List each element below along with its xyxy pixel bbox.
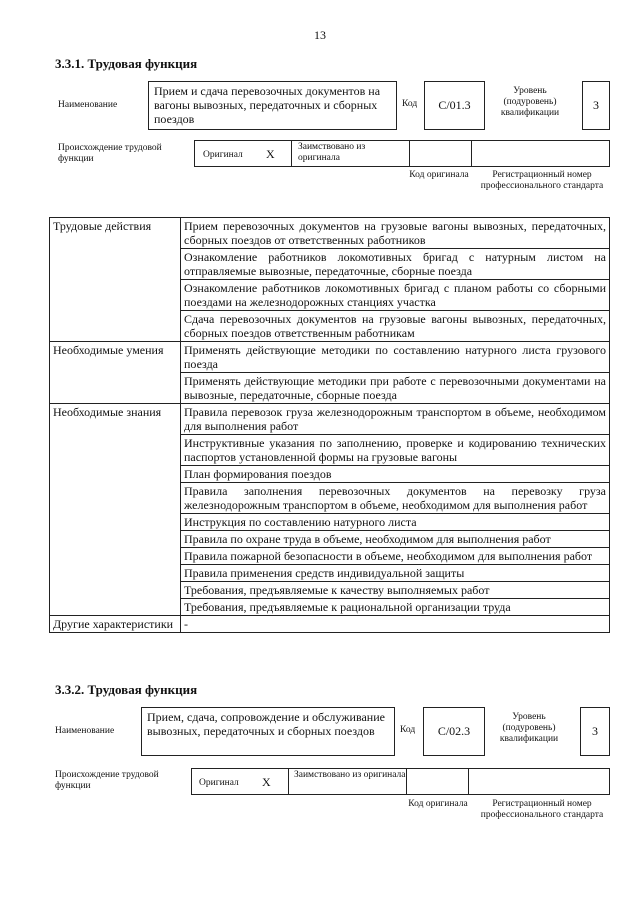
row-description: Инструктивные указания по заполнению, проверке и кодированию технических паспортов установленной формы на грузовые вагоны — [181, 435, 610, 466]
table-row — [50, 342, 610, 373]
row-category — [50, 531, 181, 548]
section-heading-1: 3.3.1. Трудовая функция — [55, 56, 198, 71]
origin-label-1: Происхождение трудовой функции — [58, 143, 162, 164]
divider — [406, 769, 407, 794]
row-category — [50, 483, 181, 514]
code-label-2: Код — [400, 725, 416, 735]
origin-label-2: Происхождение трудовой функции — [55, 770, 159, 791]
row-category: Другие характеристики — [50, 616, 181, 633]
row-description: Правила по охране труда в объеме, необходимом для выполнения работ — [181, 531, 610, 548]
row-category — [50, 466, 181, 483]
row-category — [50, 582, 181, 599]
reg-number-label-2: Регистрационный номер профессионального стандарта — [480, 799, 604, 820]
code-value-2: С/02.3 — [423, 707, 485, 756]
table-row — [50, 616, 610, 633]
row-description: - — [181, 616, 610, 633]
row-category — [50, 599, 181, 616]
row-description: Ознакомление работников локомотивных бригад с натурным листом на отправляемые вывозные, передаточные, сборные поезда — [181, 249, 610, 280]
row-description: Применять действующие методики по составлению натурного листа грузового поезда — [181, 342, 610, 373]
table-row — [50, 514, 610, 531]
row-category — [50, 548, 181, 565]
table-row — [50, 435, 610, 466]
row-description: Требования, предъявляемые к качеству выполняемых работ — [181, 582, 610, 599]
row-category — [50, 435, 181, 466]
row-category — [50, 280, 181, 311]
level-value-2: 3 — [580, 707, 610, 756]
table-row — [50, 218, 610, 249]
level-value-1: 3 — [582, 81, 610, 130]
page-number: 13 — [314, 28, 326, 42]
original-mark-2: X — [262, 775, 271, 789]
row-category — [50, 565, 181, 582]
level-label-2: Уровень (подуровень) квалификации — [499, 712, 559, 744]
table-row — [50, 466, 610, 483]
divider — [468, 769, 469, 794]
row-description: Требования, предъявляемые к рациональной организации труда — [181, 599, 610, 616]
code-label-1: Код — [402, 99, 418, 109]
row-category — [50, 514, 181, 531]
row-description: Правила применения средств индивидуальной защиты — [181, 565, 610, 582]
row-description: Правила заполнения перевозочных документов на перевозку груза железнодорожным транспортом в объеме, необходимом для выполнения работ — [181, 483, 610, 514]
row-description: План формирования поездов — [181, 466, 610, 483]
original-label-1: Оригинал — [203, 150, 243, 160]
table-row — [50, 565, 610, 582]
table-row — [50, 548, 610, 565]
row-description: Правила перевозок груза железнодорожным транспортом в объеме, необходимом для выполнения работ — [181, 404, 610, 435]
row-description: Ознакомление работников локомотивных бригад с планом работы со сборными поездами на железнодорожных станциях участка — [181, 280, 610, 311]
level-label-1: Уровень (подуровень) квалификации — [500, 86, 560, 118]
row-category — [50, 249, 181, 280]
code-original-label-1: Код оригинала — [409, 170, 469, 180]
name-value-1: Прием и сдача перевозочных документов на вагоны вывозных, передаточных и сборных поездов — [148, 81, 397, 130]
divider — [291, 141, 292, 166]
table-row — [50, 483, 610, 514]
table-row — [50, 280, 610, 311]
row-description: Правила пожарной безопасности в объеме, необходимом для выполнения работ — [181, 548, 610, 565]
row-description: Инструкция по составлению натурного листа — [181, 514, 610, 531]
section-heading-2: 3.3.2. Трудовая функция — [55, 682, 198, 697]
row-category: Необходимые знания — [50, 404, 181, 435]
name-label-1: Наименование — [58, 100, 118, 110]
table-row — [50, 249, 610, 280]
original-mark-1: X — [266, 147, 275, 161]
divider — [471, 141, 472, 166]
reg-number-label-1: Регистрационный номер профессионального стандарта — [480, 170, 604, 191]
borrowed-label-1: Заимствовано из оригинала — [298, 142, 366, 163]
row-category — [50, 373, 181, 404]
row-category — [50, 311, 181, 342]
row-description: Сдача перевозочных документов на грузовые вагоны вывозных, передаточных, сборных поездов ответственным работникам — [181, 311, 610, 342]
table-row — [50, 373, 610, 404]
table-row — [50, 404, 610, 435]
row-description: Прием перевозочных документов на грузовые вагоны вывозных, передаточных, сборных поездов от ответственных работников — [181, 218, 610, 249]
name-label-2: Наименование — [55, 726, 115, 736]
code-original-label-2: Код оригинала — [408, 799, 468, 809]
table-row — [50, 531, 610, 548]
divider — [288, 769, 289, 794]
original-label-2: Оригинал — [199, 778, 239, 788]
name-value-2: Прием, сдача, сопровождение и обслуживание вывозных, передаточных и сборных поездов — [141, 707, 395, 756]
borrowed-label-2: Заимствовано из оригинала — [294, 770, 406, 780]
row-description: Применять действующие методики при работе с перевозочными документами на вывозные, передаточные, сборные поезда — [181, 373, 610, 404]
table-row — [50, 582, 610, 599]
row-category: Трудовые действия — [50, 218, 181, 249]
table-row — [50, 599, 610, 616]
function-table — [49, 217, 610, 633]
row-category: Необходимые умения — [50, 342, 181, 373]
divider — [409, 141, 410, 166]
code-value-1: С/01.3 — [424, 81, 485, 130]
table-row — [50, 311, 610, 342]
